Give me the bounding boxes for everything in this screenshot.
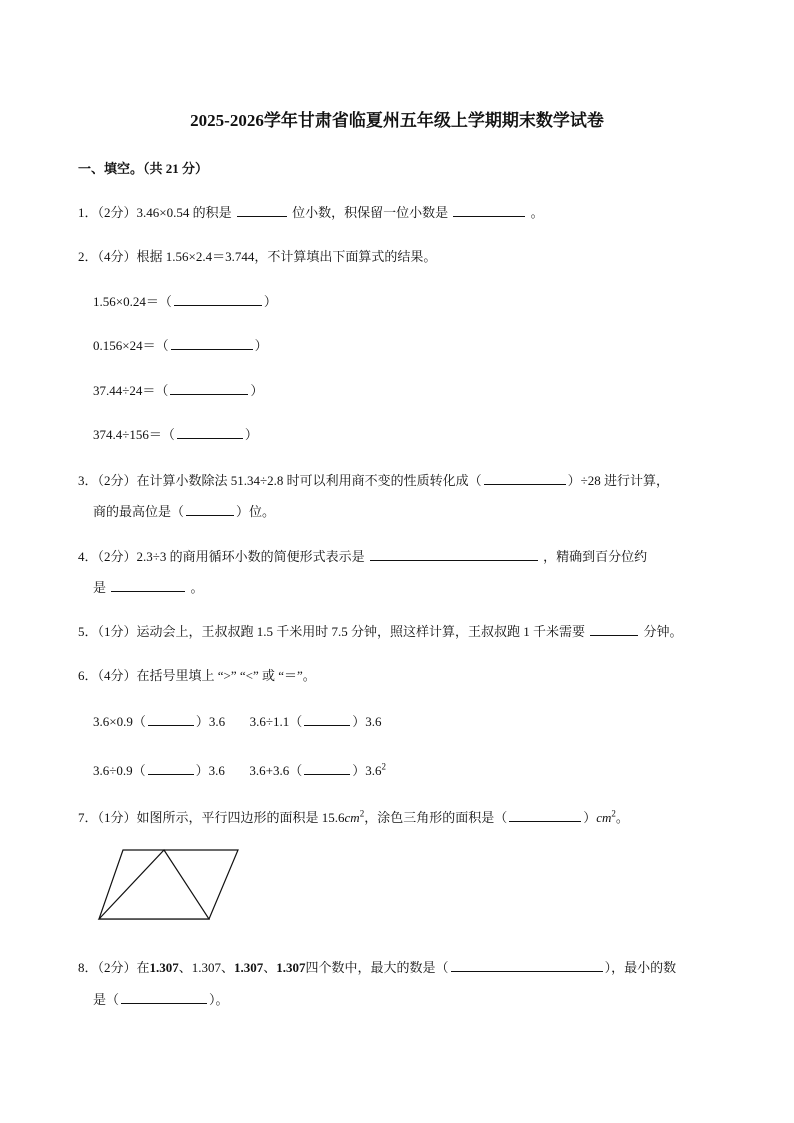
q8-number-4: 1.307 <box>276 960 306 975</box>
q7-unit: cm <box>344 810 360 825</box>
q1-blank-1[interactable] <box>237 203 287 217</box>
q6-blank-d[interactable] <box>304 761 350 775</box>
q8-blank-1[interactable] <box>451 958 603 972</box>
q8-sep-2: 、 <box>263 960 277 975</box>
q6-blank-a[interactable] <box>148 712 194 726</box>
page-title: 2025-2026学年甘肃省临夏州五年级上学期期末数学试卷 <box>190 111 604 130</box>
q2-item-4-text: 374.4÷156＝（ <box>93 427 175 442</box>
q3-blank-2[interactable] <box>186 502 234 516</box>
q6-blank-b[interactable] <box>304 712 350 726</box>
q8-text-mid: 四个数中，最大的数是（ <box>305 960 449 975</box>
q6-a-text: 3.6×0.9（ <box>93 714 146 729</box>
q8-blank-2[interactable] <box>121 990 207 1004</box>
q6-a-tail: ）3.6 <box>195 714 226 729</box>
q2-item-3 <box>93 380 263 399</box>
q3-blank-1[interactable] <box>484 471 566 485</box>
q2-blank-4[interactable] <box>177 425 243 439</box>
q5-text-post: 分钟。 <box>643 624 683 639</box>
q3-line2-post: ）位。 <box>236 504 276 519</box>
q8-text-pre: 8．（2分）在 <box>78 960 150 975</box>
question-7 <box>78 807 629 826</box>
q7-blank[interactable] <box>509 808 581 822</box>
q6-b-tail: ）3.6 <box>352 714 382 729</box>
shaded-triangle <box>99 850 209 919</box>
q6-d-text: 3.6+3.6（ <box>249 763 303 778</box>
q6-b-text: 3.6÷1.1（ <box>249 714 303 729</box>
question-4 <box>78 546 647 565</box>
q2-item-2 <box>93 335 268 354</box>
q2-close: ） <box>254 338 268 353</box>
q7-text-mid: ，涂色三角形的面积是（ <box>364 810 508 825</box>
q4-text-pre: 4．（2分）2.3÷3 的商用循环小数的简便形式表示是 <box>78 549 365 564</box>
q2-close: ） <box>250 383 264 398</box>
q1-text-mid: 位小数，积保留一位小数是 <box>292 205 449 220</box>
q7-text-end: 。 <box>615 810 629 825</box>
parallelogram-figure <box>92 846 244 922</box>
q2-blank-3[interactable] <box>170 381 248 395</box>
q2-item-1-text: 1.56×0.24＝（ <box>93 294 172 309</box>
question-1 <box>78 202 544 221</box>
q4-text-post: ，精确到百分位约 <box>543 549 648 564</box>
q2-item-1 <box>93 291 277 310</box>
q4-line2-post: 。 <box>190 580 204 595</box>
q3-text-pre: 3．（2分）在计算小数除法 51.34÷2.8 时可以利用商不变的性质转化成（ <box>78 473 482 488</box>
q7-unit-2: cm <box>596 810 612 825</box>
q5-text-pre: 5．（1分）运动会上，王叔叔跑 1.5 千米用时 7.5 分钟，照这样计算，王叔叔跑 1 千米需要 <box>78 624 586 639</box>
q2-blank-2[interactable] <box>171 336 253 350</box>
q1-text-pre: 1．（2分）3.46×0.54 的积是 <box>78 205 232 220</box>
question-8-line2 <box>93 989 229 1008</box>
question-2-stem: 2．（4分）根据 1.56×2.4＝3.744，不计算填出下面算式的结果。 <box>78 249 437 264</box>
q1-text-post: 。 <box>530 205 544 220</box>
q6-blank-c[interactable] <box>148 761 194 775</box>
q4-line2-pre: 是 <box>93 580 107 595</box>
q6-c-text: 3.6÷0.9（ <box>93 763 146 778</box>
question-8 <box>78 957 676 976</box>
q8-line2-post: ）。 <box>209 992 229 1007</box>
q2-close: ） <box>244 427 258 442</box>
q4-blank-1[interactable] <box>370 547 538 561</box>
question-4-line2 <box>93 577 204 596</box>
q2-close: ） <box>263 294 277 309</box>
question-3 <box>78 470 669 489</box>
q5-blank[interactable] <box>590 622 638 636</box>
q6-row-1 <box>93 711 382 730</box>
q7-text-pre: 7．（1分）如图所示，平行四边形的面积是 15.6 <box>78 810 345 825</box>
q6-d-exponent: 2 <box>381 761 387 772</box>
question-6-stem: 6．（4分）在括号里填上 “>” “<” 或 “＝”。 <box>78 668 316 683</box>
q1-blank-2[interactable] <box>453 203 525 217</box>
question-3-line2 <box>93 501 275 520</box>
q3-line2-pre: 商的最高位是（ <box>93 504 185 519</box>
q6-d-tail: ）3.6 <box>352 763 382 778</box>
q7-text-post: ） <box>583 810 597 825</box>
section-heading: 一、填空。（共 21 分） <box>78 161 209 176</box>
q7-unit-exponent: 2 <box>359 808 365 819</box>
q2-item-4 <box>93 424 258 443</box>
q8-number-3: 1.307 <box>234 960 264 975</box>
q2-item-2-text: 0.156×24＝（ <box>93 338 169 353</box>
q8-number-1: 1.307 <box>149 960 179 975</box>
q8-text-post: ），最小的数 <box>604 960 677 975</box>
q4-blank-2[interactable] <box>111 578 185 592</box>
q8-sep-1: 、1.307、 <box>178 960 235 975</box>
question-5 <box>78 621 683 640</box>
q2-blank-1[interactable] <box>174 292 262 306</box>
q3-text-post: ）÷28 进行计算， <box>567 473 670 488</box>
q6-row-2 <box>93 760 386 779</box>
q6-c-tail: ）3.6 <box>195 763 225 778</box>
q8-line2-pre: 是（ <box>93 992 120 1007</box>
q7-unit-2-exponent: 2 <box>611 808 616 819</box>
q2-item-3-text: 37.44÷24＝（ <box>93 383 169 398</box>
